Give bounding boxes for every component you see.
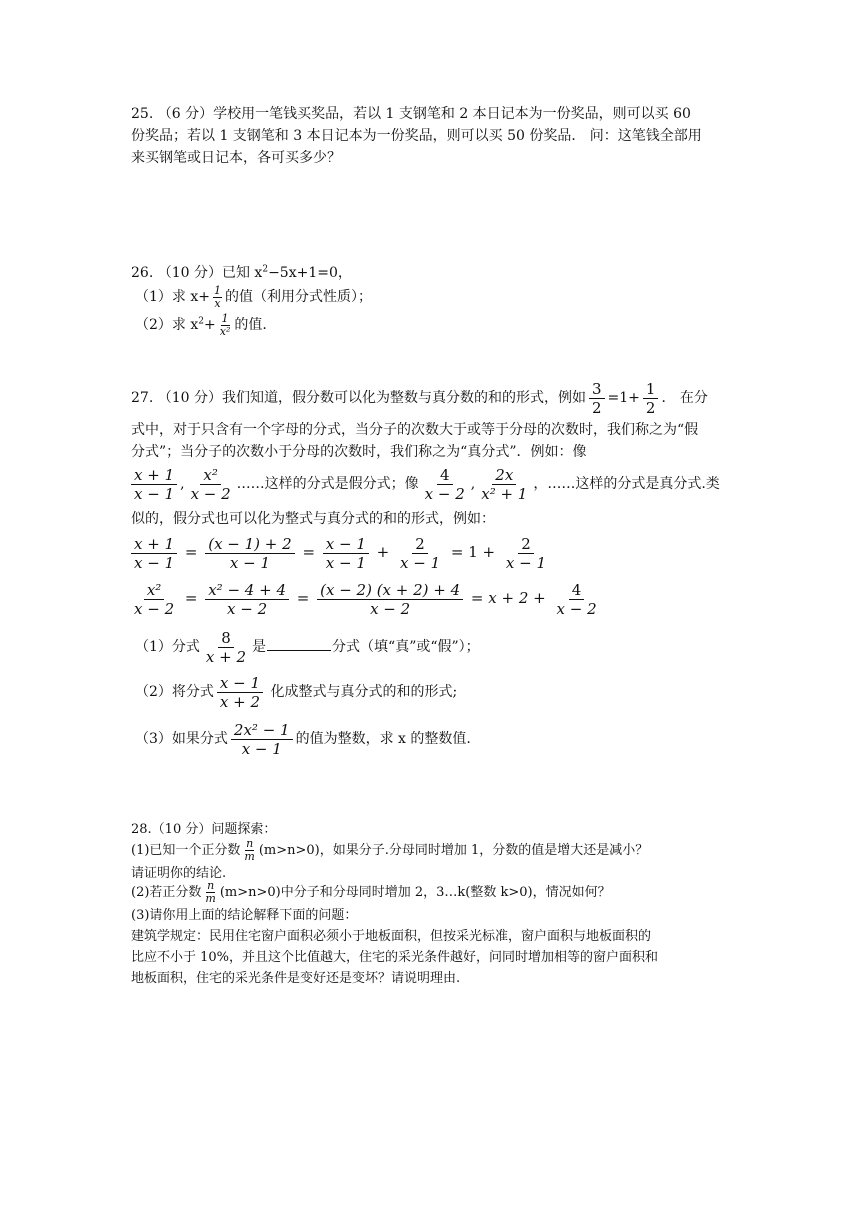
q28-text-2: 比应不小于 10%，并且这个比值越大，住宅的采光条件越好，问同时增加相等的窗户面积和: [131, 950, 659, 965]
q28-heading: 28.（10 分）问题探索：: [131, 822, 277, 837]
q27-part-1: （1）分式 $\frac{8}{x + 2}$ 是 分式（填“真”或“假”）；: [135, 628, 480, 666]
q26-part-1: （1）求 x+ $\frac{1}{x}$ 的值（利用分式性质）；: [135, 283, 372, 310]
fraction-example-2: $\frac{\text{x²}}{x - 2}$: [190, 465, 231, 503]
q28-part-1: (1)已知一个正分数 $\frac{n}{m}$ (m>n>0)，如果分子.分母同时增加 1，分数的值是增大还是减小？: [131, 837, 649, 863]
answer-blank[interactable]: [267, 636, 331, 651]
example-fraction-3-2: $\frac{3}{2}$: [589, 380, 605, 417]
fraction-example-1: $\frac{x + 1}{x - 1}$: [131, 466, 177, 503]
q26-part-2: （2）求 $x^2+$ $\frac{1}{\text{x²}}$ 的值.: [135, 311, 267, 338]
equation-2: $\frac{\text{x²}}{x - 2}$ = $\frac{\text{x² − 4 + 4}}{x - 2}$ = $\frac{(x - 2) (x + 2) + 4}{x - 2}$ = x + 2 + $\frac{4}{x - 2}$: [134, 580, 597, 618]
q27-part-3: （3）如果分式 $\frac{\text{2x² − 1}}{x - 1}$ 的值为整数，求 x 的整数值.: [135, 720, 471, 758]
q28-part-1-cont: 请证明你的结论.: [131, 866, 227, 881]
q28-part-3: (3)请你用上面的结论解释下面的问题：: [131, 908, 358, 923]
q27-line-4: $\frac{x + 1}{x - 1}$ , $\frac{\text{x²}}{x - 2}$ ……这样的分式是假分式；像 $\frac{4}{x - 2}$ , $\frac{2x}{\text{x² + 1}}$ ，……这样的分式是真分式.类: [128, 462, 720, 506]
q28-text-1: 建筑学规定：民用住宅窗户面积必须小于地板面积，但按采光标准，窗户面积与地板面积的: [131, 929, 652, 944]
fraction-n-over-m-2: $\frac{n}{m}$: [205, 879, 216, 905]
q25-line-3: 来买钢笔或日记本，各可买多少？: [131, 150, 341, 166]
fraction-example-4: $\frac{2x}{\text{x² + 1}}$: [481, 465, 528, 503]
q25-line-2: 份奖品；若以 1 支钢笔和 3 本日记本为一份奖品，则可以买 50 份奖品． 问：这笔钱全部用: [131, 128, 702, 144]
example-fraction-1-2: $\frac{1}{2}$: [643, 380, 659, 417]
q28-text-3: 地板面积，住宅的采光条件是变好还是变坏？请说明理由.: [131, 971, 461, 986]
q27-part-2: （2）将分式 $\frac{x - 1}{x + 2}$ 化成整式与真分式的和的形式;: [135, 673, 458, 711]
equation-1: $\frac{x + 1}{x - 1}$ = $\frac{(x - 1) + 2}{x - 1}$ = $\frac{x - 1}{x - 1}$ + $\frac{2}{x - 1}$ = 1 + $\frac{2}{x - 1}$: [128, 530, 552, 574]
fraction-1-over-x: $\frac{1}{x}$: [213, 283, 221, 310]
q27-line-1: 27. （10 分）我们知道，假分数可以化为整数与真分数的和的形式，例如 $\frac{3}{2}$ =1+ $\frac{1}{2}$ ． 在分: [131, 379, 708, 417]
q27-line-3: 分式”；当分子的次数小于分母的次数时，我们称之为“真分式”．例如：像: [131, 444, 587, 460]
fraction-n-over-m: $\frac{n}{m}$: [244, 837, 255, 863]
q28-part-2: (2)若正分数 $\frac{n}{m}$ (m>n>0)中分子和分母同时增加 2，3…k(整数 k>0)，情况如何？: [131, 879, 611, 905]
fraction-1-over-x-squared: $\frac{1}{\text{x²}}$: [219, 311, 231, 338]
fraction-example-3: $\frac{4}{x - 2}$: [424, 465, 465, 503]
q27-line-5: 似的，假分式也可以化为整式与真分式的和的形式，例如：: [131, 511, 495, 527]
q26-heading: 26. （10 分）已知 $x^2-5x+1=0$，: [131, 264, 352, 281]
q25-line-1: 25. （6 分）学校用一笔钱买奖品，若以 1 支钢笔和 2 本日记本为一份奖品，则可以买 60: [131, 106, 691, 122]
q27-line-2: 式中，对于只含有一个字母的分式，当分子的次数大于或等于分母的次数时，我们称之为“假: [131, 422, 699, 438]
